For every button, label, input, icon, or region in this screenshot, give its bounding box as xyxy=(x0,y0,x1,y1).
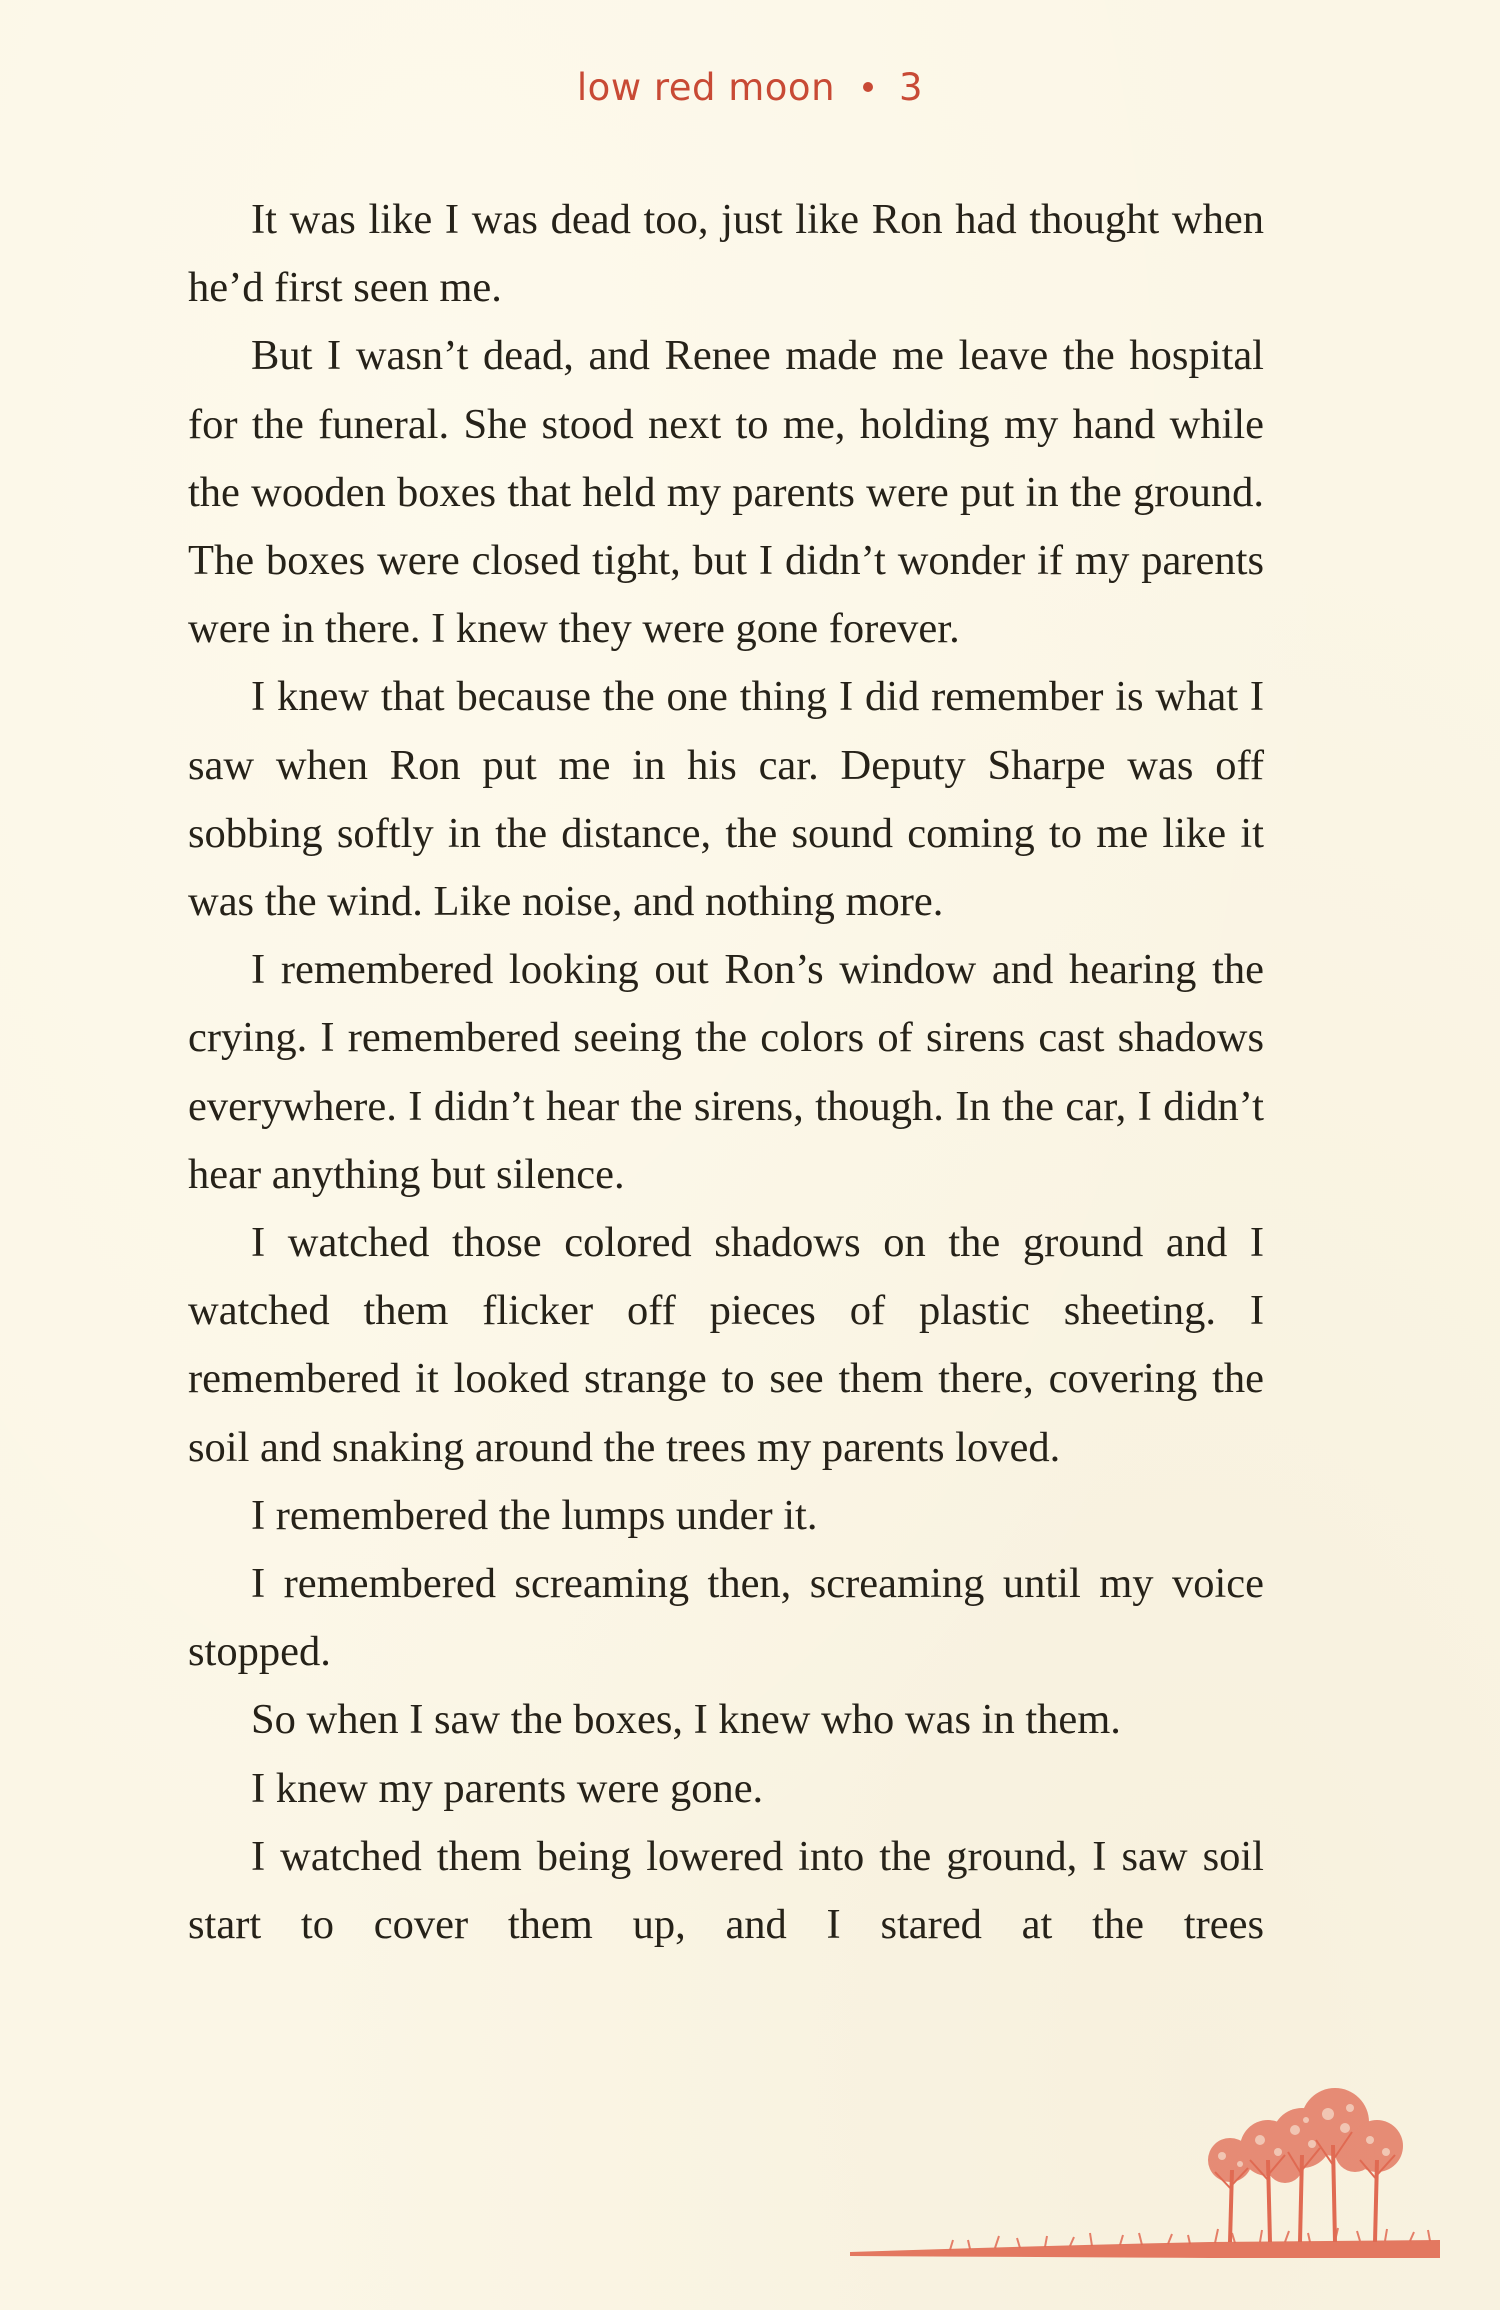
paragraph: I watched those colored shadows on the ground and I watched them flicker off pieces of plastic sheeting. I remembered it looked strange to see them there, covering the soil and snaking around the trees my parents loved. xyxy=(188,1219,1264,1471)
paragraph: I watched them being lowered into the ground, I saw soil start to cover them up, and I stared at the trees xyxy=(188,1832,1264,1949)
tree-silhouette-icon xyxy=(830,2060,1450,2270)
paragraph: I knew my parents were gone. xyxy=(251,1764,764,1812)
paragraph: So when I saw the boxes, I knew who was in them. xyxy=(251,1696,1121,1744)
paragraph: I knew that because the one thing I did remember is what I saw when Ron put me in his car. Deputy Sharpe was off sobbing softly in the distance, the sound coming to me like it was the wind. Like noise, and nothing more. xyxy=(188,673,1264,926)
page-number: 3 xyxy=(899,66,924,109)
book-title: low red moon xyxy=(576,66,836,109)
paragraph: It was like I was dead too, just like Ron had thought when he’d first seen me. xyxy=(188,196,1264,312)
body-text xyxy=(188,186,1264,1959)
paragraph: I remembered looking out Ron’s window and hearing the crying. I remembered seeing the colors of sirens cast shadows everywhere. I didn’t hear the sirens, though. In the car, I didn’t hear anything but silence. xyxy=(188,946,1264,1198)
paragraph: I remembered the lumps under it. xyxy=(251,1491,818,1539)
paragraph: But I wasn’t dead, and Renee made me leave the hospital for the funeral. She stood next to me, holding my hand while the wooden boxes that held my parents were put in the ground. The boxes were closed tight, but I didn’t wonder if my parents were in there. I knew they were gone forever. xyxy=(188,332,1264,653)
paragraph: I remembered screaming then, screaming until my voice stopped. xyxy=(188,1560,1264,1676)
separator-dot-icon xyxy=(863,82,873,92)
running-header xyxy=(0,66,1500,109)
